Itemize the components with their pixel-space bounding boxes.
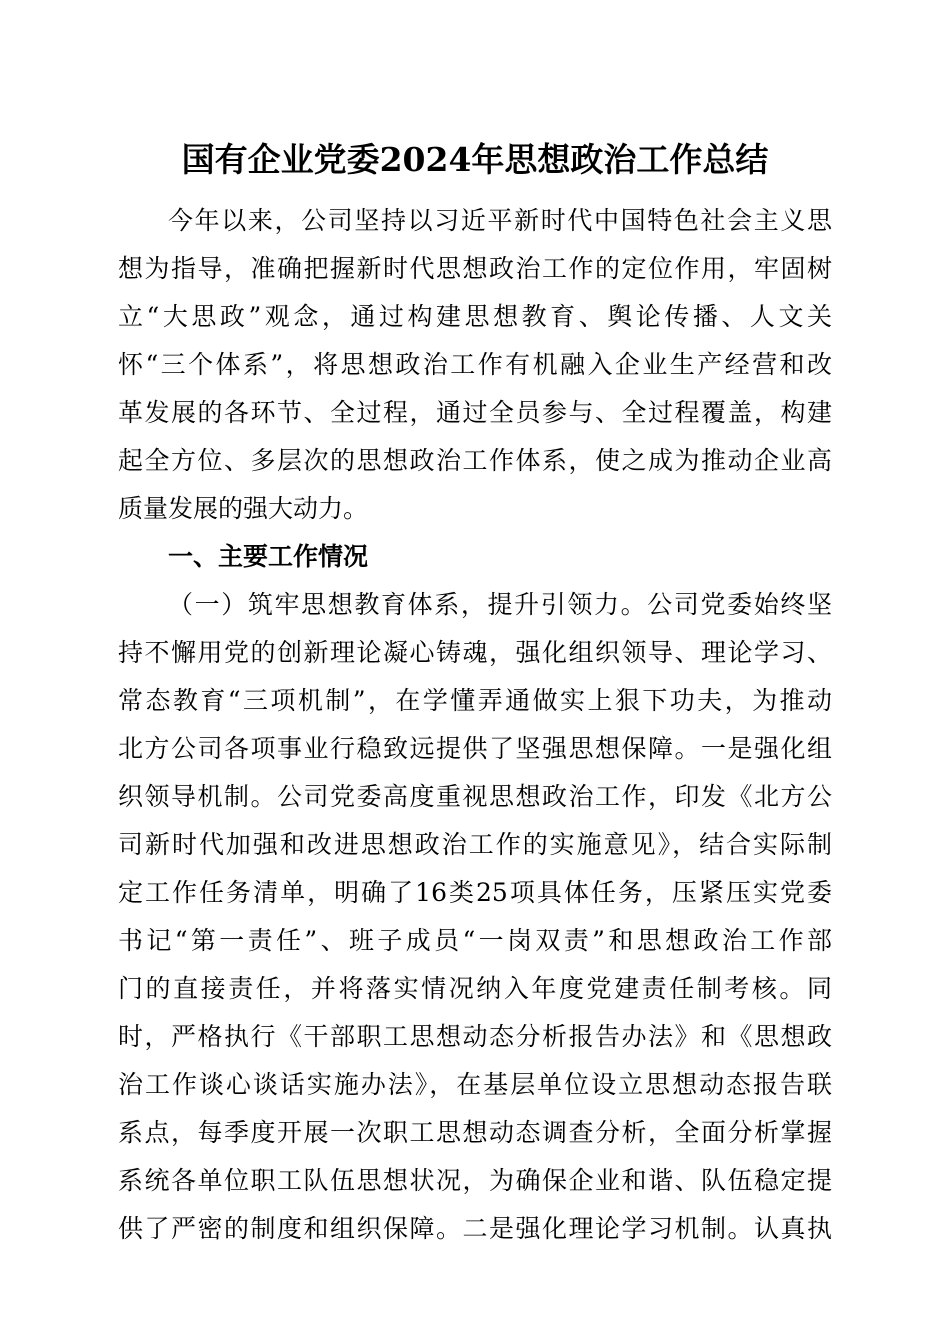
section-line-4: 北方公司各项事业行稳致远提供了坚强思想保障。一是强化组 [118,734,832,763]
section-line-2: 持不懈用党的创新理论凝心铸魂，强化组织领导、理论学习、 [118,638,832,667]
section-line-8: 书记“第一责任”、班子成员“一岗双责”和思想政治工作部 [118,926,832,955]
section-heading: 一、主要工作情况 [168,542,369,571]
section-line-6: 司新时代加强和改进思想政治工作的实施意见》，结合实际制 [118,830,832,859]
intro-line-3: 立“大思政”观念，通过构建思想教育、舆论传播、人文关 [118,302,832,331]
section-line-14: 供了严密的制度和组织保障。二是强化理论学习机制。认真执 [118,1214,832,1243]
document-title: 国有企业党委2024年思想政治工作总结 [181,140,769,179]
intro-line-5: 革发展的各环节、全过程，通过全员参与、全过程覆盖，构建 [118,398,832,427]
section-line-12: 系点，每季度开展一次职工思想动态调查分析，全面分析掌握 [118,1118,832,1147]
section-line-1: （一）筑牢思想教育体系，提升引领力。公司党委始终坚 [168,590,832,619]
intro-line-1: 今年以来，公司坚持以习近平新时代中国特色社会主义思 [168,206,832,235]
section-line-5: 织领导机制。公司党委高度重视思想政治工作，印发《北方公 [118,782,832,811]
section-line-7: 定工作任务清单，明确了16类25项具体任务，压紧压实党委 [118,878,832,907]
intro-line-6: 起全方位、多层次的思想政治工作体系，使之成为推动企业高 [118,446,832,475]
section-line-13: 系统各单位职工队伍思想状况，为确保企业和谐、队伍稳定提 [118,1166,832,1195]
intro-line-4: 怀“三个体系”，将思想政治工作有机融入企业生产经营和改 [118,350,832,379]
intro-line-7: 质量发展的强大动力。 [118,494,369,523]
intro-line-2: 想为指导，准确把握新时代思想政治工作的定位作用，牢固树 [118,254,832,283]
section-line-11: 治工作谈心谈话实施办法》，在基层单位设立思想动态报告联 [118,1070,832,1099]
section-line-9: 门的直接责任，并将落实情况纳入年度党建责任制考核。同 [118,974,832,1003]
section-line-3: 常态教育“三项机制”，在学懂弄通做实上狠下功夫，为推动 [118,686,832,715]
section-line-10: 时，严格执行《干部职工思想动态分析报告办法》和《思想政 [118,1022,832,1051]
